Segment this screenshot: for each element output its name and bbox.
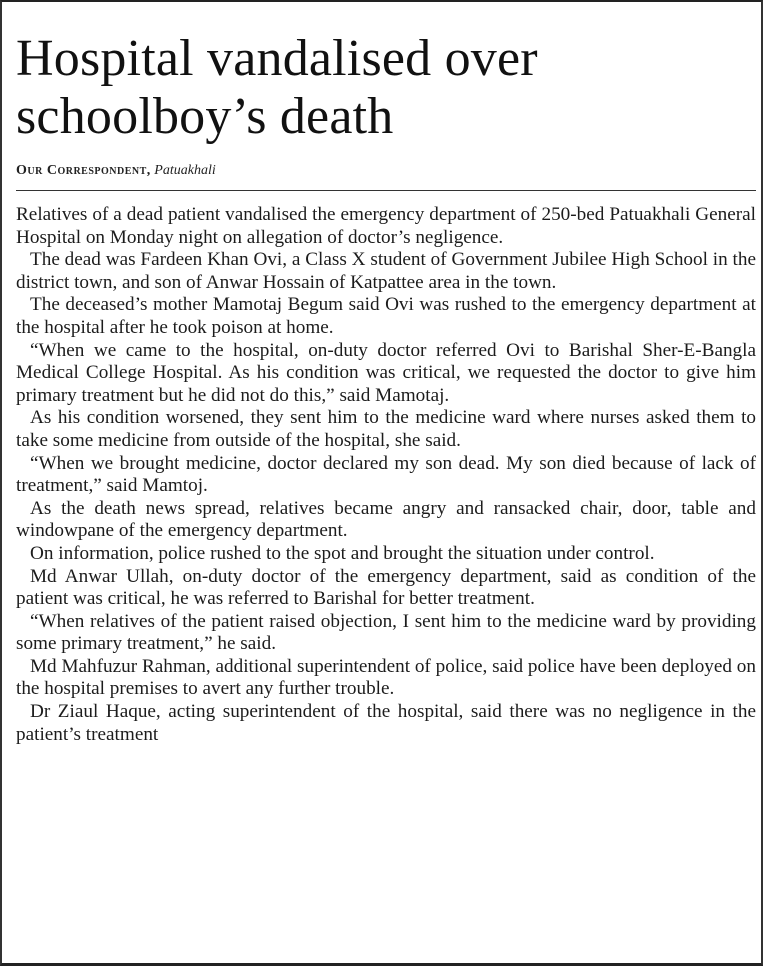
article-body [16,204,756,746]
byline-rule [16,190,756,191]
paragraph: “When relatives of the patient raised objection, I sent him to the medicine ward by providing some primary treatment,” he said. [16,610,756,655]
byline [16,162,216,180]
headline: Hospital vandalised over schoolboy’s death [16,30,538,145]
paragraph: As his condition worsened, they sent him to the medicine ward where nurses asked them to take some medicine from outside of the hospital, she said. [16,407,756,451]
paragraph: Dr Ziaul Haque, acting superintendent of the hospital, said there was no negligence in the patient’s treatment [16,701,756,745]
paragraph: “When we came to the hospital, on-duty doctor referred Ovi to Barishal Sher-E-Bangla Medical College Hospital. As his condition was critical, we requested the doctor to give him primary treatment but he did not do this,” said Mamotaj. [16,339,756,406]
byline-name: Our Correspondent, [16,163,151,178]
paragraph: The deceased’s mother Mamotaj Begum said Ovi was rushed to the emergency department at the hospital after he took poison at home. [16,294,756,338]
paragraph: Md Anwar Ullah, on-duty doctor of the emergency department, said as condition of the patient was critical, he was referred to Barishal for better treatment. [16,565,756,610]
paragraph: As the death news spread, relatives became angry and ransacked chair, door, table and windowpane of the emergency department. [16,497,756,542]
paragraph: Md Mahfuzur Rahman, additional superintendent of police, said police have been deployed on the hospital premises to avert any further trouble. [16,655,756,700]
paragraph: “When we brought medicine, doctor declared my son dead. My son died because of lack of treatment,” said Mamtoj. [16,452,756,497]
paragraph: On information, police rushed to the spot and brought the situation under control. [30,542,655,564]
paragraph: Relatives of a dead patient vandalised the emergency department of 250-bed Patuakhali General Hospital on Monday night on allegation of doctor’s negligence. [16,204,756,248]
byline-place: Patuakhali [154,163,216,178]
paragraph: The dead was Fardeen Khan Ovi, a Class X student of Government Jubilee High School in the district town, and son of Anwar Hossain of Katpattee area in the town. [16,249,756,293]
